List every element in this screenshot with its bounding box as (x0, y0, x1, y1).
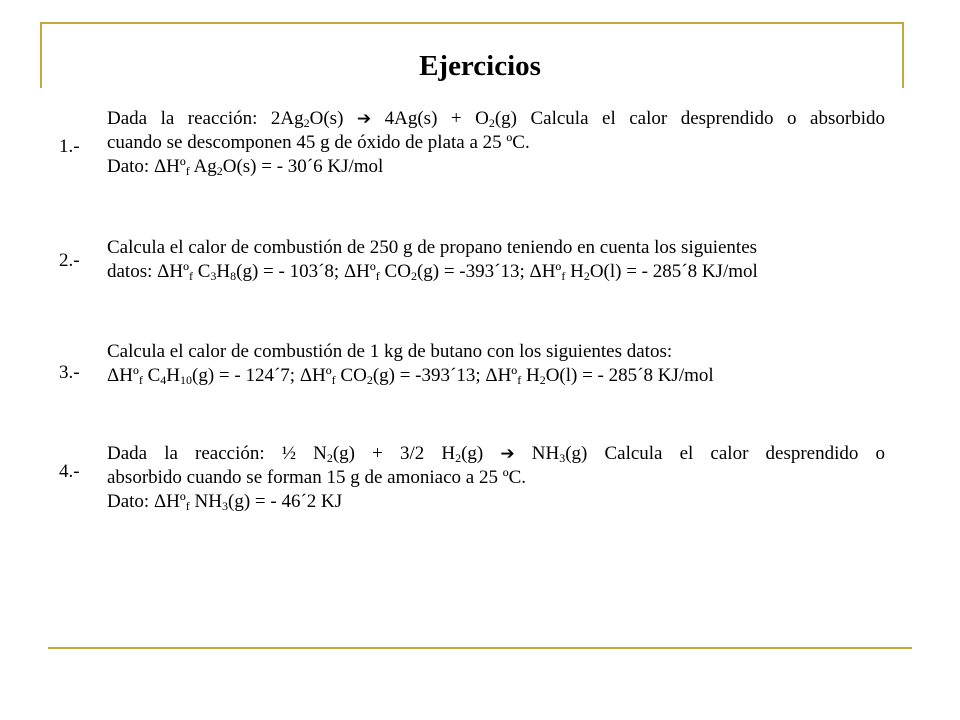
exercise-number-4: 4.- (59, 461, 80, 482)
exercise-1-line-2: cuando se descomponen 45 g de óxido de plata a 25 ºC. (107, 132, 530, 153)
page-title: Ejercicios (419, 50, 541, 82)
arrow-right-icon: ➔ (356, 109, 372, 129)
exercise-4-line-1: Dada la reacción: ½ $N_2(g) + 3/2$ $H_2(g)$ ➔ $NH_3(g)$ Calcula el calor desprendido o (107, 443, 886, 465)
exercise-2 (107, 236, 758, 284)
exercise-4-line-2: absorbido cuando se forman 15 g de amoniaco a 25 ºC. (107, 467, 527, 488)
exercise-2-line-2: datos: ΔHº$_f$ $C_3H_8(g)$ = - 103´8; ΔHº$_f$ $CO_2(g)$ = -393´13; ΔHº$_f$ $H_2O(l)$ = - 285´8 KJ/mol (107, 261, 758, 283)
exercise-1-line-3: Dato: ΔHº$_f$ $Ag_2O(s)$ = - 30´6 KJ/mol (107, 156, 384, 178)
exercise-3-line-1: Calcula el calor de combustión de 1 kg de butano con los siguientes datos: (107, 341, 673, 362)
exercise-number-1: 1.- (59, 136, 80, 157)
exercise-3 (107, 340, 714, 388)
exercise-4-line-3: Dato: ΔHº$_f$ $NH_3(g)$ = - 46´2 KJ (107, 491, 343, 513)
exercise-1 (107, 107, 885, 179)
bottom-border-line (48, 647, 912, 649)
top-border-line (40, 22, 904, 24)
exercise-3-line-2: ΔHº$_f$ $C_4H_{10}(g)$ = - 124´7; ΔHº$_f$ $CO_2(g)$ = -393´13; ΔHº$_f$ $H_2O(l)$ = - 285´8 KJ/mol (107, 365, 714, 387)
exercise-2-line-1: Calcula el calor de combustión de 250 g de propano teniendo en cuenta los siguientes (107, 237, 758, 258)
exercise-4 (107, 442, 885, 514)
exercise-number-2: 2.- (59, 250, 80, 271)
arrow-right-icon: ➔ (500, 444, 515, 464)
exercise-1-line-1: Dada la reacción: $2Ag_2O(s)$ ➔ $4Ag(s) + O_2(g)$ Calcula el calor desprendido o absorbido (107, 108, 885, 130)
exercise-number-3: 3.- (59, 362, 80, 383)
